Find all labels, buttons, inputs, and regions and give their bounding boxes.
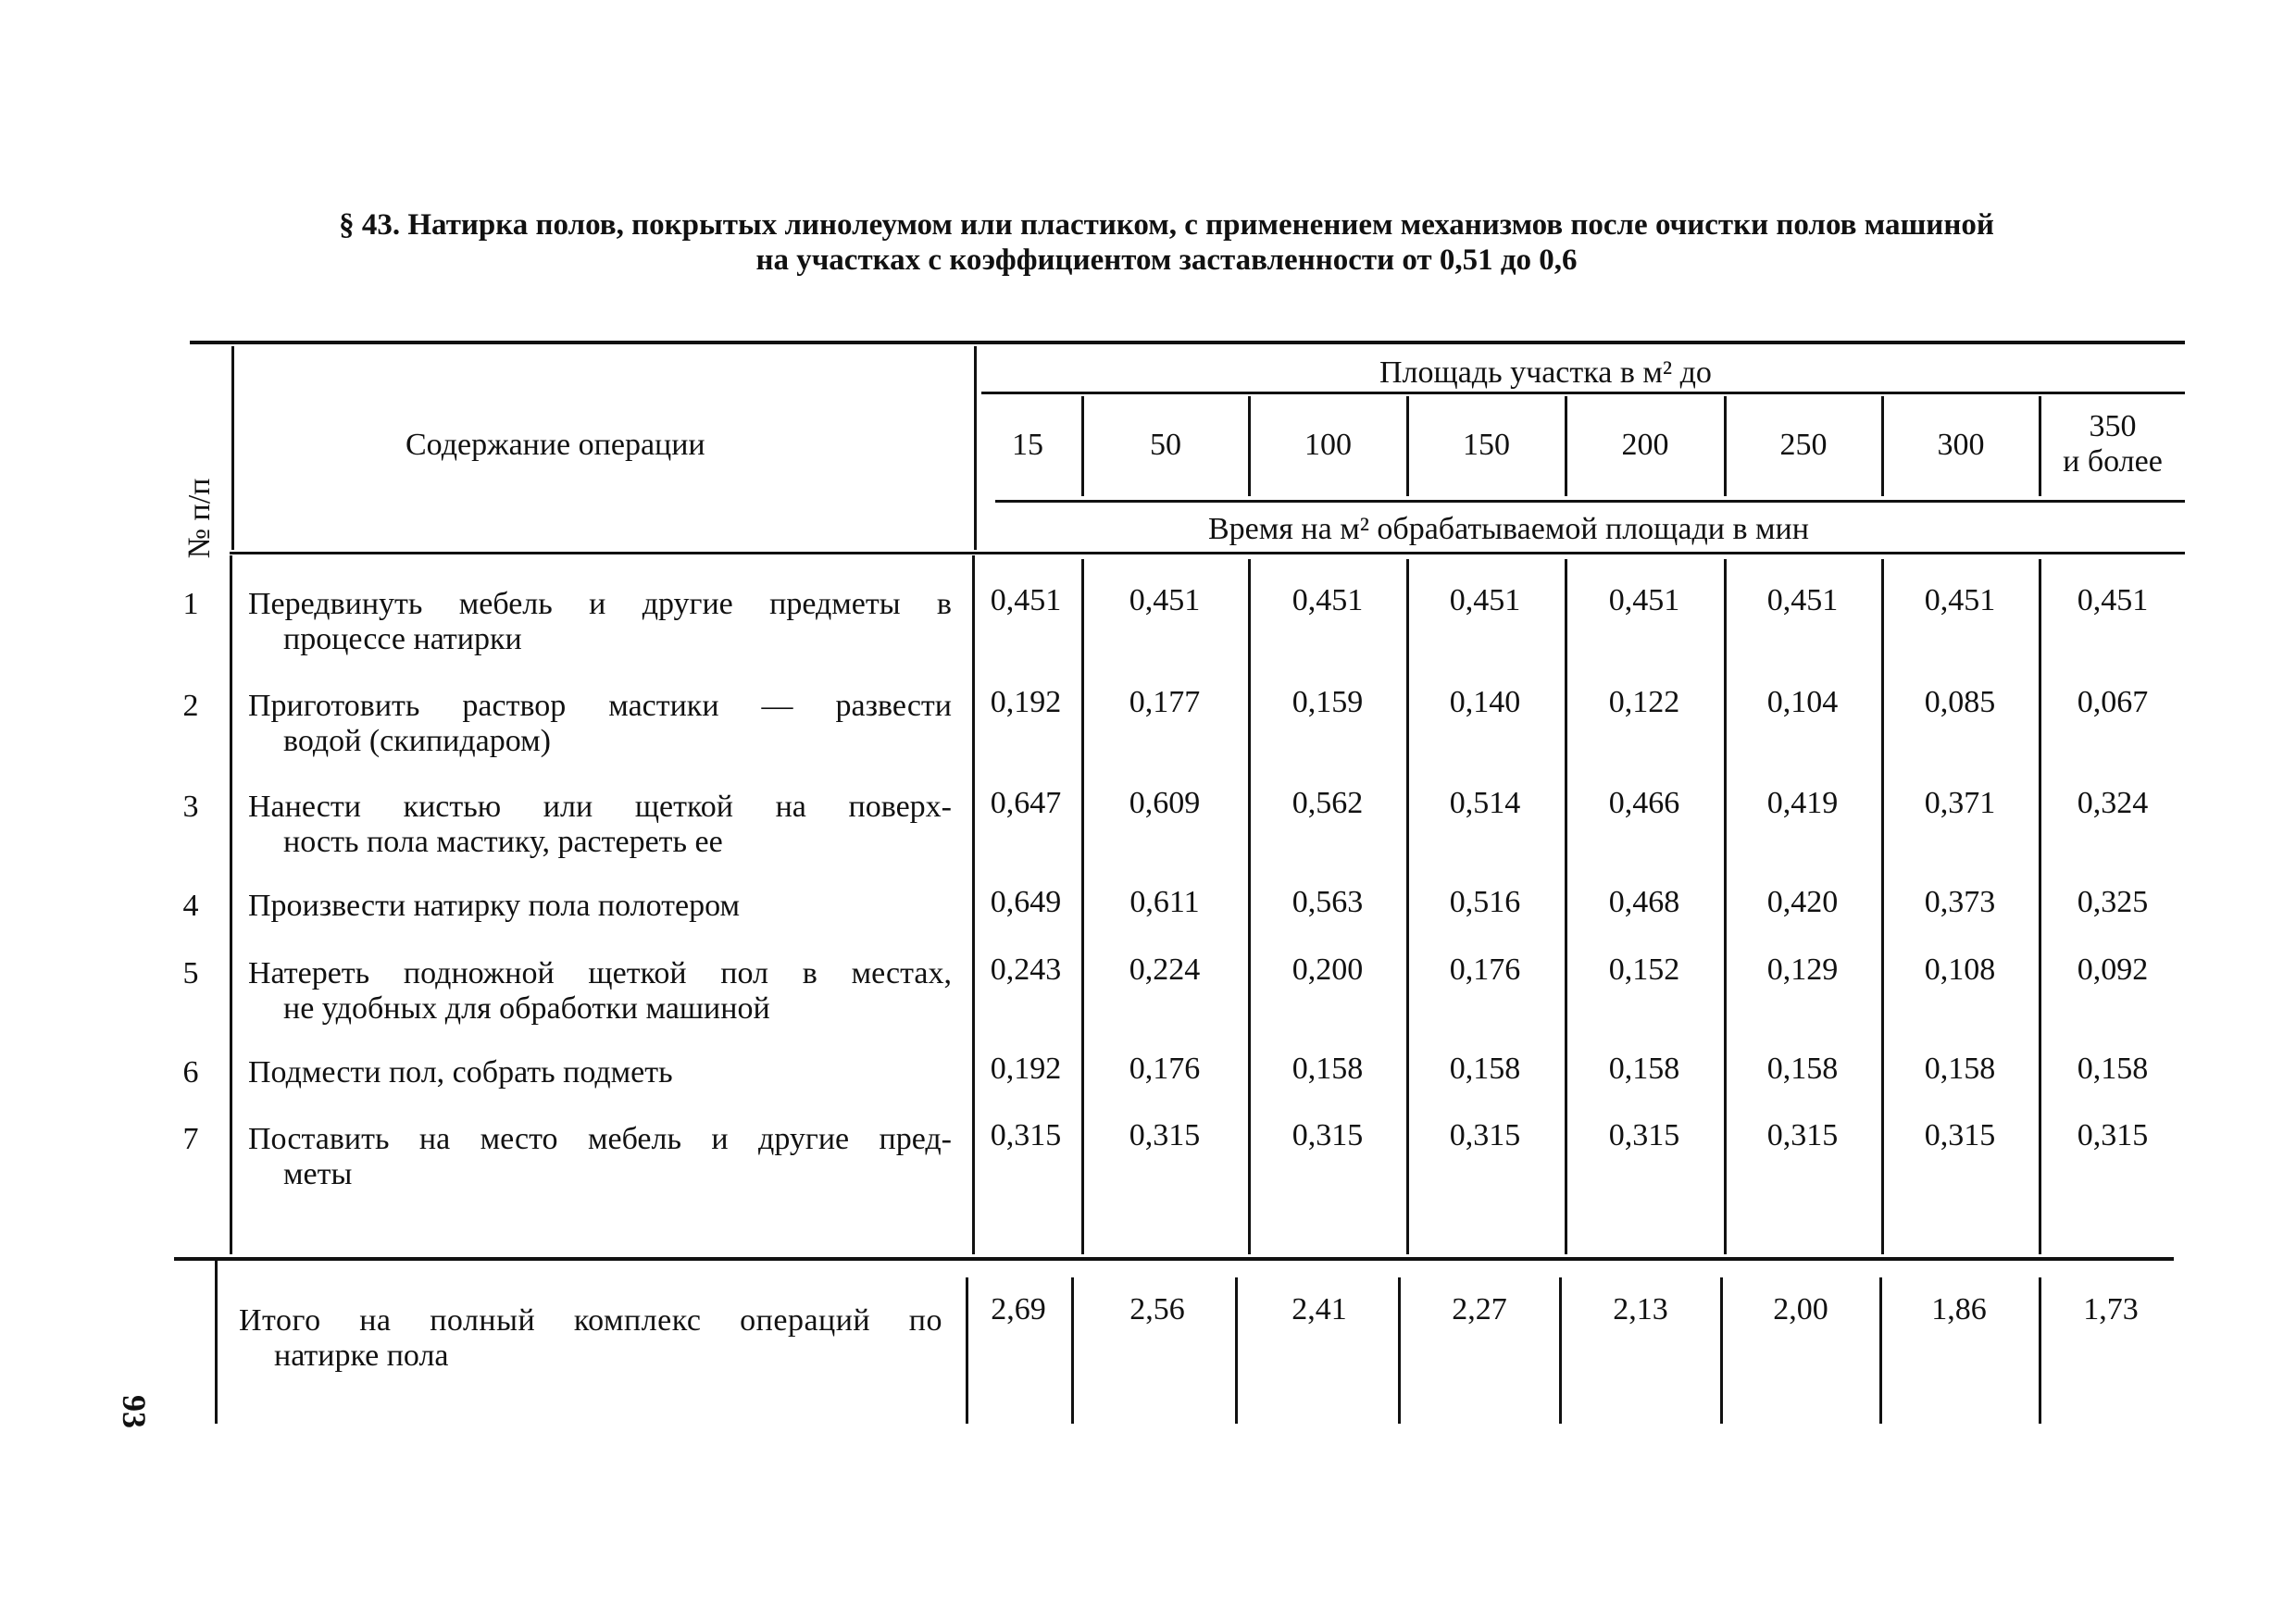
col-num-divider <box>231 346 234 550</box>
row-value: 0,315 <box>990 1118 1062 1152</box>
title-line-2: на участках с коэффициентом заставленности от 0,51 до 0,6 <box>755 243 1578 277</box>
row-value: 0,451 <box>1449 583 1521 617</box>
row-value: 0,611 <box>1129 885 1200 919</box>
total-value: 1,73 <box>2083 1292 2139 1326</box>
area-150: 150 <box>1463 428 1510 462</box>
row-value: 0,243 <box>990 953 1062 987</box>
header-bottom-rule <box>230 552 2185 554</box>
row-value: 0,516 <box>1449 885 1521 919</box>
operation-line-1: Приготовить раствор мастики — развести <box>248 689 952 723</box>
row-value: 0,067 <box>2077 685 2149 719</box>
row-value: 0,192 <box>990 685 1062 719</box>
row-value: 0,159 <box>1292 685 1364 719</box>
row-value: 0,419 <box>1766 786 1839 820</box>
title-line-1: § 43. Натирка полов, покрытых линолеумом или пластиком, с применением механизмов после очистки полов машиной <box>339 208 1994 242</box>
operation-line-1: Произвести натирку пола полотером <box>248 889 741 923</box>
area-divider-3 <box>1406 396 1409 496</box>
section-title <box>185 207 2148 278</box>
table-top-rule <box>190 341 2185 344</box>
row-value: 0,451 <box>2077 583 2149 617</box>
row-value: 0,200 <box>1292 953 1364 987</box>
row-number: 3 <box>182 790 199 824</box>
row-value: 0,373 <box>1924 885 1996 919</box>
total-value: 2,69 <box>991 1292 1046 1326</box>
area-divider-4 <box>1565 396 1567 496</box>
row-value: 0,129 <box>1766 953 1839 987</box>
row-value: 0,108 <box>1924 953 1996 987</box>
total-col-divider-7 <box>1879 1277 1882 1424</box>
row-operation <box>248 790 952 860</box>
body-col-divider-7 <box>2039 559 2041 1254</box>
row-value: 0,325 <box>2077 885 2149 919</box>
row-number: 5 <box>182 956 199 990</box>
area-values-rule <box>995 500 2185 503</box>
row-value: 0,371 <box>1924 786 1996 820</box>
operation-line-1: Нанести кистью или щеткой на поверх- <box>248 790 952 824</box>
area-50: 50 <box>1150 428 1181 462</box>
body-col-divider-1 <box>1081 559 1084 1254</box>
row-value: 0,315 <box>1292 1118 1364 1152</box>
row-value: 0,315 <box>1608 1118 1680 1152</box>
total-line-2: натирке пола <box>274 1339 449 1373</box>
row-value: 0,451 <box>990 583 1062 617</box>
row-value: 0,092 <box>2077 953 2149 987</box>
total-num-divider <box>215 1261 218 1424</box>
area-divider-1 <box>1081 396 1084 496</box>
operation-line-2: ность пола мастику, растереть ее <box>283 825 723 859</box>
operation-line-2: процессе натирки <box>283 622 522 656</box>
area-100: 100 <box>1304 428 1352 462</box>
body-col-divider-4 <box>1565 559 1567 1254</box>
operation-line-1: Передвинуть мебель и другие предметы в <box>248 587 952 621</box>
row-value: 0,158 <box>1292 1052 1364 1086</box>
total-value: 2,13 <box>1613 1292 1668 1326</box>
operation-line-1: Натереть подножной щеткой пол в местах, <box>248 956 952 990</box>
total-line-1: Итого на полный комплекс операций по <box>239 1303 942 1338</box>
body-col-divider-6 <box>1881 559 1884 1254</box>
row-value: 0,085 <box>1924 685 1996 719</box>
row-value: 0,451 <box>1608 583 1680 617</box>
operation-line-2: водой (скипидаром) <box>283 724 551 758</box>
row-value: 0,176 <box>1129 1052 1201 1086</box>
row-value: 0,192 <box>990 1052 1062 1086</box>
body-col-divider-2 <box>1248 559 1251 1254</box>
row-value: 0,140 <box>1449 685 1521 719</box>
row-value: 0,158 <box>1924 1052 1996 1086</box>
area-header: Площадь участка в м² до <box>1379 355 1712 390</box>
row-value: 0,315 <box>1129 1118 1201 1152</box>
row-number: 2 <box>182 689 199 723</box>
total-value: 1,86 <box>1931 1292 1987 1326</box>
area-divider-6 <box>1881 396 1884 496</box>
row-value: 0,451 <box>1924 583 1996 617</box>
area-350-line1: 350 <box>2089 409 2137 443</box>
col-operation-header: Содержание операции <box>406 428 705 462</box>
row-value: 0,649 <box>990 885 1062 919</box>
row-value: 0,563 <box>1292 885 1364 919</box>
row-operation <box>248 587 952 657</box>
time-header: Время на м² обрабатываемой площади в мин <box>1208 512 1809 546</box>
area-divider-2 <box>1248 396 1251 496</box>
total-value: 2,41 <box>1292 1292 1347 1326</box>
total-top-rule <box>174 1257 2174 1261</box>
row-value: 0,647 <box>990 786 1062 820</box>
area-15: 15 <box>1012 428 1043 462</box>
row-value: 0,468 <box>1608 885 1680 919</box>
row-value: 0,152 <box>1608 953 1680 987</box>
row-value: 0,122 <box>1608 685 1680 719</box>
operation-line-1: Подмести пол, собрать подметь <box>248 1055 673 1090</box>
row-value: 0,315 <box>1766 1118 1839 1152</box>
operation-line-2: не удобных для обработки машиной <box>283 991 770 1026</box>
total-value: 2,27 <box>1452 1292 1507 1326</box>
total-col-divider-4 <box>1398 1277 1401 1424</box>
total-value: 2,56 <box>1129 1292 1185 1326</box>
row-value: 0,315 <box>1449 1118 1521 1152</box>
row-number: 4 <box>182 889 199 923</box>
total-value: 2,00 <box>1773 1292 1828 1326</box>
row-number: 1 <box>182 587 199 621</box>
area-250: 250 <box>1779 428 1828 462</box>
body-num-divider <box>230 555 232 1254</box>
row-number: 7 <box>182 1122 199 1156</box>
col-num-header: № п/п <box>182 478 217 559</box>
row-operation <box>248 956 952 1027</box>
row-value: 0,466 <box>1608 786 1680 820</box>
row-value: 0,451 <box>1129 583 1201 617</box>
row-value: 0,420 <box>1766 885 1839 919</box>
row-value: 0,176 <box>1449 953 1521 987</box>
row-operation <box>248 889 952 924</box>
row-operation <box>248 1122 952 1192</box>
operation-line-2: меты <box>283 1157 353 1191</box>
row-value: 0,609 <box>1129 786 1201 820</box>
area-300: 300 <box>1937 428 1985 462</box>
row-value: 0,514 <box>1449 786 1521 820</box>
row-operation <box>248 1055 952 1090</box>
row-value: 0,315 <box>1924 1118 1996 1152</box>
area-divider-7 <box>2039 396 2041 496</box>
row-value: 0,158 <box>1449 1052 1521 1086</box>
total-label <box>239 1303 942 1374</box>
area-200: 200 <box>1621 428 1669 462</box>
row-value: 0,451 <box>1292 583 1364 617</box>
row-value: 0,158 <box>1608 1052 1680 1086</box>
body-col-divider-3 <box>1406 559 1409 1254</box>
total-col-divider-3 <box>1235 1277 1238 1424</box>
body-col-divider-5 <box>1724 559 1727 1254</box>
row-value: 0,224 <box>1129 953 1201 987</box>
row-value: 0,177 <box>1129 685 1201 719</box>
row-value: 0,315 <box>2077 1118 2149 1152</box>
row-value: 0,451 <box>1766 583 1839 617</box>
row-value: 0,104 <box>1766 685 1839 719</box>
operation-line-1: Поставить на место мебель и другие пред- <box>248 1122 952 1156</box>
row-value: 0,158 <box>2077 1052 2149 1086</box>
page-number: 93 <box>116 1395 153 1428</box>
row-value: 0,324 <box>2077 786 2149 820</box>
row-value: 0,158 <box>1766 1052 1839 1086</box>
area-350-plus <box>2042 409 2183 479</box>
total-col-divider-6 <box>1720 1277 1723 1424</box>
row-value: 0,562 <box>1292 786 1364 820</box>
area-350-line2: и более <box>2063 444 2163 479</box>
row-operation <box>248 689 952 759</box>
total-col-divider-5 <box>1559 1277 1562 1424</box>
row-number: 6 <box>182 1055 199 1090</box>
total-col-divider-8 <box>2039 1277 2041 1424</box>
area-divider-5 <box>1724 396 1727 496</box>
area-header-rule <box>981 392 2185 394</box>
